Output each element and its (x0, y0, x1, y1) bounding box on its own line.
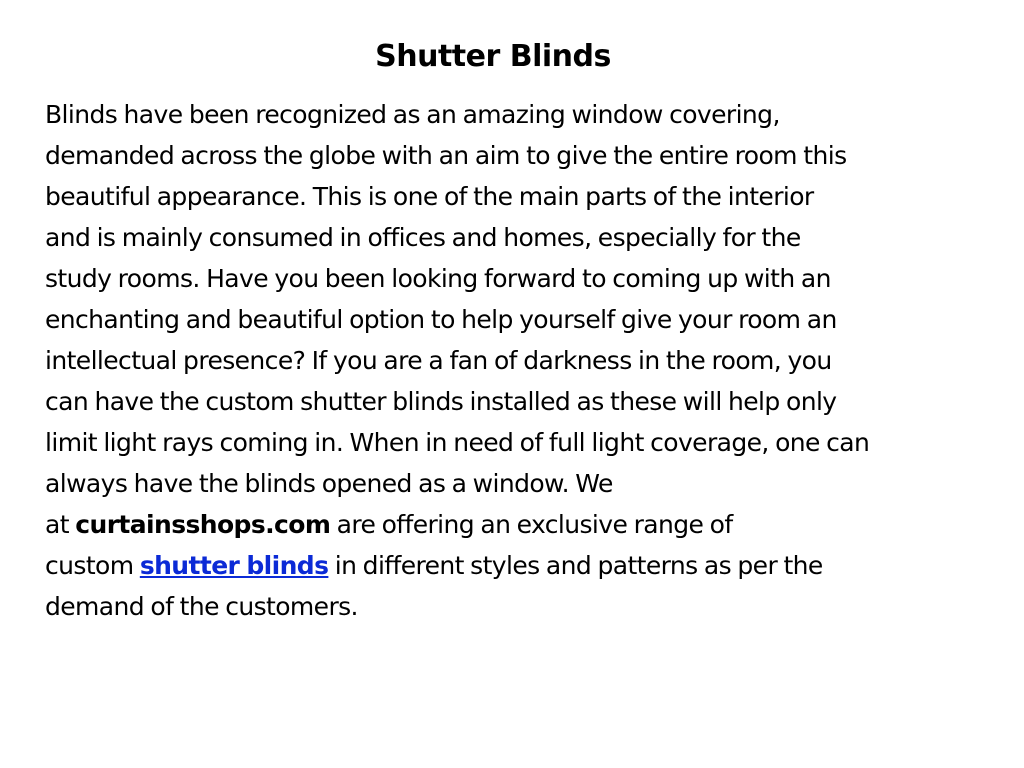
paragraph-line: study rooms. Have you been looking forward to coming up with an (45, 264, 831, 293)
paragraph-line: beautiful appearance. This is one of the main parts of the interior (45, 182, 814, 211)
body-paragraph (45, 94, 1020, 627)
brand-name: curtainsshops.com (75, 510, 331, 539)
paragraph-line: can have the custom shutter blinds installed as these will help only (45, 387, 837, 416)
paragraph-line: always have the blinds opened as a window. We (45, 469, 613, 498)
paragraph-line: Blinds have been recognized as an amazing window covering, (45, 100, 780, 129)
paragraph-line: and is mainly consumed in offices and homes, especially for the (45, 223, 801, 252)
paragraph-line: demanded across the globe with an aim to give the entire room this (45, 141, 847, 170)
shutter-blinds-link[interactable]: shutter blinds (139, 551, 329, 580)
paragraph-line-brand (45, 504, 1020, 545)
paragraph-line: limit light rays coming in. When in need of full light coverage, one can (45, 428, 870, 457)
paragraph-line: intellectual presence? If you are a fan of darkness in the room, you (45, 346, 832, 375)
paragraph-line: demand of the customers. (45, 592, 358, 621)
brand-prefix-text: at (45, 510, 76, 539)
paragraph-line: enchanting and beautiful option to help yourself give your room an (45, 305, 837, 334)
slide-title: Shutter Blinds (375, 39, 611, 74)
brand-suffix-text: are offering an exclusive range of (330, 510, 733, 539)
paragraph-line-link (45, 545, 1020, 586)
link-suffix-text: in different styles and patterns as per the (328, 551, 823, 580)
link-prefix-text: custom (45, 551, 140, 580)
